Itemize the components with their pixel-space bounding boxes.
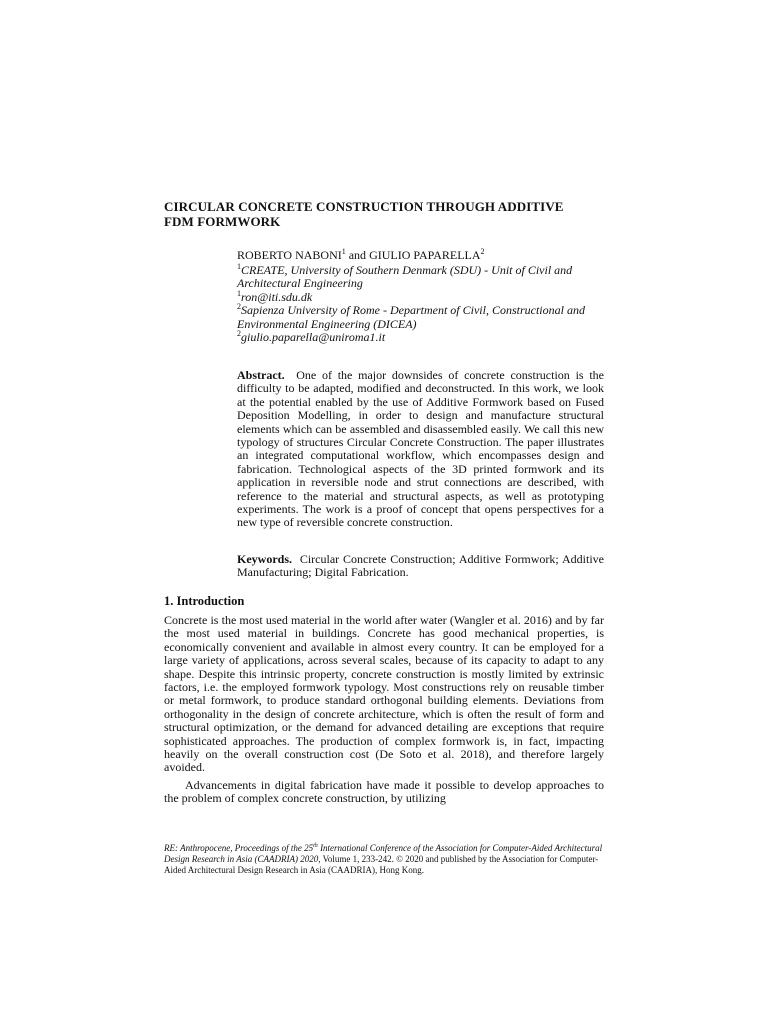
author-1: ROBERTO NABONI — [237, 248, 342, 262]
footer-italic-2: International Conference of the Association for Computer-Aided Architectural Design Research in Asia (CAADRIA) 2020 — [164, 843, 603, 864]
author-2-sup: 2 — [480, 247, 485, 256]
affiliation-2 — [237, 304, 609, 331]
author-names — [237, 249, 609, 263]
email-1 — [237, 288, 609, 305]
affiliation-1-sup: 1 — [237, 261, 241, 271]
abstract-label: Abstract. — [237, 368, 285, 382]
paper-title-line-2: FDM FORMWORK — [164, 214, 281, 229]
abstract-text: One of the major downsides of concrete construction is the difficulty to be adapted, modified and deconstructed. In this work, we look at the potential enabled by the use of Additive Formwork based on Fused Deposition Modelling, in order to design and manufacture structural elements which can be assembled and disassembled easily. We call this new typology of structures Circular Concrete Construction. The paper illustrates an integrated computational workflow, which encompasses design and fabrication. Technological aspects of the 3D printed formwork and its application in reversible node and strut connections are described, with reference to the material and structural aspects, as well as prototyping experiments. The work is a proof of concept that opens perspectives for a new type of reversible concrete construction. — [237, 368, 604, 530]
keywords-label: Keywords. — [237, 552, 292, 566]
body-text — [164, 614, 604, 806]
affiliation-1-text: CREATE, University of Southern Denmark (SDU) - Unit of Civil and Architectural Engineering — [237, 262, 573, 290]
email-1-text: ron@iti.sdu.dk — [241, 289, 313, 304]
author-1-sup: 1 — [341, 247, 346, 256]
email-1-sup: 1 — [237, 288, 241, 298]
section-heading: 1. Introduction — [164, 594, 245, 608]
email-2 — [237, 331, 609, 345]
keywords-text: Circular Concrete Construction; Additive Formwork; Additive Manufacturing; Digital Fabrication. — [237, 552, 605, 580]
footer-italic-1: RE: Anthropocene, Proceedings of the 25 — [164, 843, 314, 853]
author-2: GIULIO PAPARELLA — [369, 248, 481, 262]
keywords — [237, 553, 604, 580]
author-connector: and — [345, 248, 370, 262]
footer-rest: , Volume 1, 233-242. © 2020 and published by the Association for Computer-Aided Architectural Design Research in Asia (CAADRIA), Hong Kong. — [164, 854, 599, 875]
affiliation-2-text: Sapienza University of Rome - Department of Civil, Constructional and Environmental Engineering (DICEA) — [237, 303, 585, 331]
affiliation-2-sup: 2 — [237, 302, 241, 311]
email-2-text: giulio.paparella@uniroma1.it — [241, 330, 386, 344]
affiliation-1 — [237, 261, 609, 291]
footer-sup: th — [313, 843, 318, 849]
abstract — [237, 369, 604, 530]
paper-title — [164, 199, 604, 229]
authors-block — [237, 249, 609, 345]
footer-citation — [164, 843, 604, 876]
paper-title-line-1: CIRCULAR CONCRETE CONSTRUCTION THROUGH ADDITIVE — [164, 199, 564, 214]
paragraph-2: Advancements in digital fabrication have made it possible to develop approaches to the problem of complex concrete construction, by utilizing — [164, 777, 604, 806]
paragraph-1: Concrete is the most used material in the world after water (Wangler et al. 2016) and by far the most used material in buildings. Concrete has good mechanical properties, is economically convenient and available in almost every country. It can be employed for a large variety of applications, across several scales, because of its capacity to adapt to any shape. Despite this intrinsic property, concrete construction is mostly limited by extrinsic factors, i.e. the employed formwork typology. Most constructions rely on reusable timber or metal formwork, to produce standard orthogonal building elements. Deviations from orthogonality in the design of concrete architecture, which is often the result of form and structural optimization, or the demand for advanced detailing are exceptions that require sophisticated approaches. The production of complex formwork is, in fact, impacting heavily on the overall construction cost (De Soto et al. 2018), and therefore largely avoided. — [164, 613, 604, 775]
email-2-sup: 2 — [237, 329, 241, 338]
